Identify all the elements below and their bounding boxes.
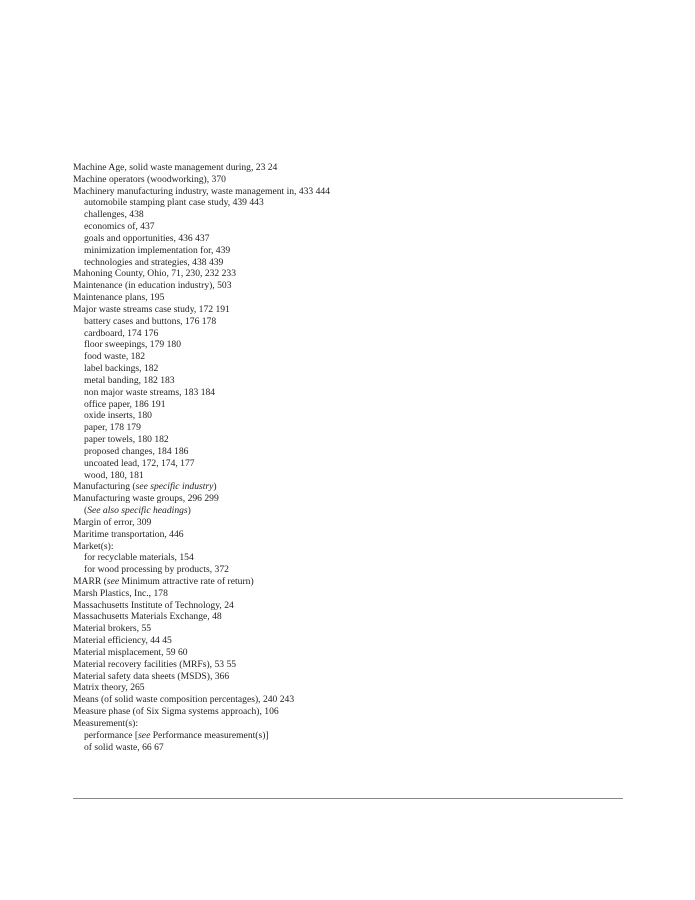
index-subentry: [73, 209, 633, 221]
entry-text: economics of, 437: [84, 221, 155, 233]
entry-text: Massachusetts Institute of Technology, 24: [73, 599, 234, 611]
index-entry: [73, 493, 633, 505]
entry-text: label backings, 182: [84, 363, 159, 375]
entry-text: Material safety data sheets (MSDS), 366: [73, 670, 230, 682]
entry-text: Marsh Plastics, Inc., 178: [73, 587, 168, 599]
entry-text: Machine operators (woodworking), 370: [73, 173, 226, 185]
entry-text: Measure phase (of Six Sigma systems approach), 106: [73, 706, 279, 718]
entry-text: proposed changes, 184 186: [84, 445, 189, 457]
index-subentry: [73, 446, 633, 458]
entry-text: Material misplacement, 59 60: [73, 646, 188, 658]
index-entry: [73, 541, 633, 553]
index-entry: [73, 529, 633, 541]
entry-text: Massachusetts Materials Exchange, 48: [73, 611, 222, 623]
index-subentry: [73, 410, 633, 422]
entry-text: challenges, 438: [84, 209, 144, 221]
entry-text: Maintenance (in education industry), 503: [73, 280, 232, 292]
index-subentry: [73, 505, 633, 517]
entry-text: ): [213, 481, 217, 493]
index-subentry: [73, 552, 633, 564]
entry-text: Means (of solid waste composition percentages), 240 243: [73, 694, 295, 706]
entry-text: wood, 180, 181: [84, 469, 144, 481]
entry-text: Manufacturing (: [73, 481, 136, 493]
entry-text: metal banding, 182 183: [84, 374, 175, 386]
cross-reference-text: See also specific headings: [87, 505, 188, 517]
entry-text: paper towels, 180 182: [84, 434, 169, 446]
cross-reference-text: see: [106, 575, 120, 587]
index-subentry: [73, 399, 633, 411]
entry-text: Matrix theory, 265: [73, 682, 145, 694]
index-subentry: [73, 339, 633, 351]
entry-text: (: [84, 505, 88, 517]
index-entry: [73, 611, 633, 623]
entry-text: Margin of error, 309: [73, 516, 152, 528]
entry-text: paper, 178 179: [84, 422, 141, 434]
entry-text: for wood processing by products, 372: [84, 564, 229, 576]
index-entry: [73, 588, 633, 600]
entry-text: Machine Age, solid waste management during, 23 24: [73, 162, 278, 173]
entry-text: automobile stamping plant case study, 439 443: [84, 197, 264, 209]
index-subentry: [73, 422, 633, 434]
entry-text: cardboard, 174 176: [84, 327, 159, 339]
entry-text: Material efficiency, 44 45: [73, 635, 172, 647]
entry-text: Maintenance plans, 195: [73, 292, 165, 304]
index-entry: [73, 304, 633, 316]
index-entry: [73, 517, 633, 529]
entry-text: food waste, 182: [84, 351, 146, 363]
index-entry: [73, 671, 633, 683]
entry-text: Material recovery facilities (MRFs), 53 55: [73, 658, 237, 670]
index-subentry: [73, 730, 633, 742]
index-entry: [73, 481, 633, 493]
entry-text: of solid waste, 66 67: [84, 741, 164, 753]
index-entry-list: [73, 162, 633, 753]
cross-reference-text: see specific industry: [135, 481, 214, 493]
entry-text: Major waste streams case study, 172 191: [73, 303, 230, 315]
entry-text: floor sweepings, 179 180: [84, 339, 181, 351]
index-subentry: [73, 351, 633, 363]
index-subentry: [73, 316, 633, 328]
index-entry: [73, 682, 633, 694]
index-subentry: [73, 221, 633, 233]
entry-text: performance [: [84, 729, 139, 741]
index-entry: [73, 174, 633, 186]
index-entry: [73, 659, 633, 671]
index-entry: [73, 268, 633, 280]
index-subentry: [73, 257, 633, 269]
entry-text: battery cases and buttons, 176 178: [84, 315, 217, 327]
entry-text: ): [187, 505, 191, 517]
entry-text: non major waste streams, 183 184: [84, 386, 216, 398]
index-subentry: [73, 375, 633, 387]
index-subentry: [73, 245, 633, 257]
index-entry: [73, 600, 633, 612]
entry-text: uncoated lead, 172, 174, 177: [84, 457, 195, 469]
index-entry: [73, 162, 633, 174]
entry-text: for recyclable materials, 154: [84, 552, 194, 564]
index-entry: [73, 718, 633, 730]
index-subentry: [73, 233, 633, 245]
index-entry: [73, 576, 633, 588]
index-entry: [73, 635, 633, 647]
entry-text: Machinery manufacturing industry, waste management in, 433 444: [73, 185, 331, 197]
entry-text: Minimum attractive rate of return): [119, 575, 254, 587]
entry-text: technologies and strategies, 438 439: [84, 256, 224, 268]
entry-text: MARR (: [73, 575, 107, 587]
entry-text: minimization implementation for, 439: [84, 244, 231, 256]
index-subentry: [73, 470, 633, 482]
index-entry: [73, 292, 633, 304]
index-subentry: [73, 328, 633, 340]
index-subentry: [73, 387, 633, 399]
index-subentry: [73, 197, 633, 209]
entry-text: Market(s):: [73, 540, 114, 552]
entry-text: oxide inserts, 180: [84, 410, 152, 422]
entry-text: office paper, 186 191: [84, 398, 166, 410]
index-entry: [73, 280, 633, 292]
entry-text: Manufacturing waste groups, 296 299: [73, 493, 219, 505]
index-subentry: [73, 434, 633, 446]
index-subentry: [73, 458, 633, 470]
entry-text: Measurement(s):: [73, 717, 139, 729]
entry-text: Material brokers, 55: [73, 623, 152, 635]
entry-text: Mahoning County, Ohio, 71, 230, 232 233: [73, 268, 237, 280]
index-subentry: [73, 363, 633, 375]
index-entry: [73, 694, 633, 706]
index-entry: [73, 647, 633, 659]
index-subentry: [73, 564, 633, 576]
index-entry: [73, 186, 633, 198]
entry-text: Maritime transportation, 446: [73, 528, 184, 540]
index-entry: [73, 706, 633, 718]
cross-reference-text: see: [138, 729, 151, 741]
footer-rule: [73, 798, 623, 799]
index-subentry: [73, 742, 633, 754]
entry-text: goals and opportunities, 436 437: [84, 232, 210, 244]
index-entry: [73, 623, 633, 635]
entry-text: Performance measurement(s)]: [150, 729, 269, 741]
